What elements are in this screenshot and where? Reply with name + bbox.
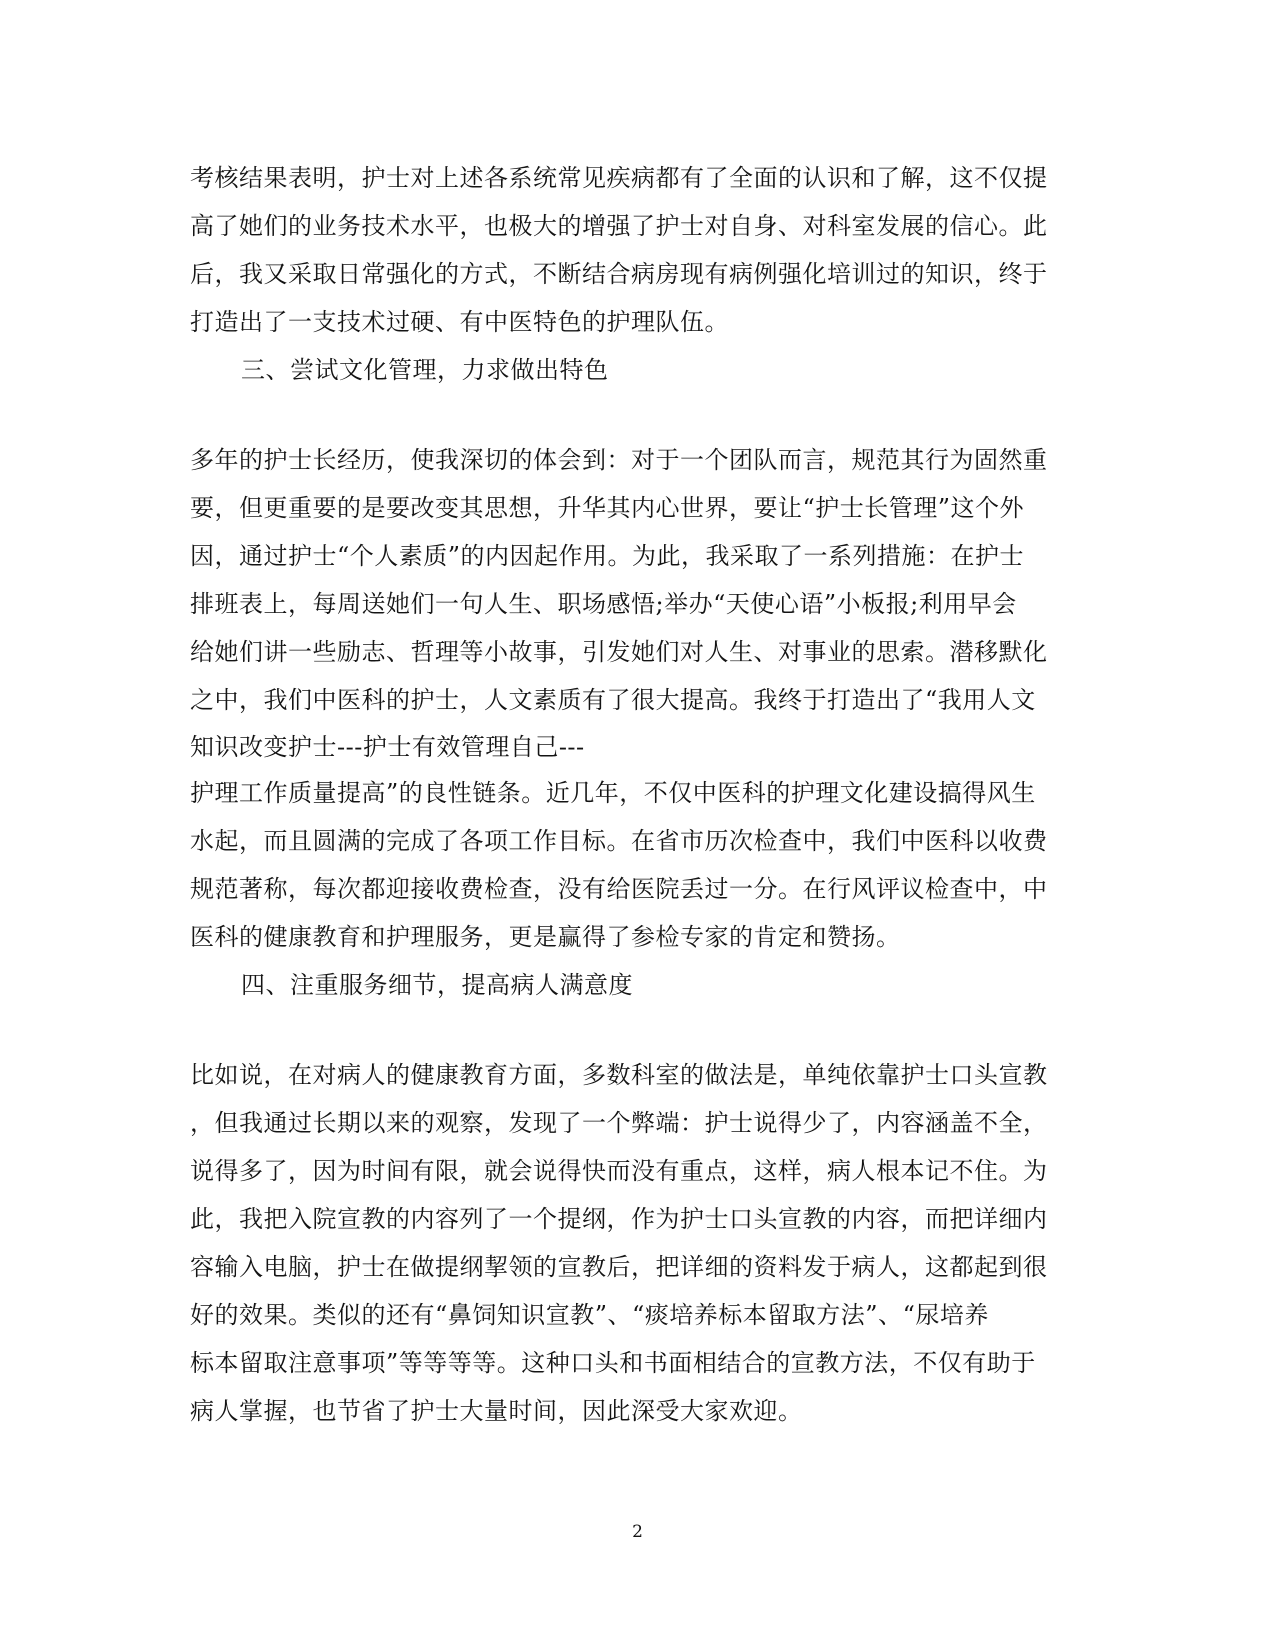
body-text-line: 打造出了一支技术过硬、有中医特色的护理队伍。 bbox=[190, 308, 729, 336]
body-text-line: 水起，而且圆满的完成了各项工作目标。在省市历次检查中，我们中医科以收费 bbox=[190, 827, 1048, 855]
body-text-line: 之中，我们中医科的护士，人文素质有了很大提高。我终于打造出了“我用人文 bbox=[190, 686, 1036, 714]
body-text-line: 多年的护士长经历，使我深切的体会到：对于一个团队而言，规范其行为固然重 bbox=[190, 446, 1048, 474]
body-text-line: 标本留取注意事项”等等等等。这种口头和书面相结合的宣教方法，不仅有助于 bbox=[190, 1349, 1036, 1377]
body-text-line: 说得多了，因为时间有限，就会说得快而没有重点，这样，病人根本记不住。为 bbox=[190, 1157, 1048, 1185]
body-text-line: 后，我又采取日常强化的方式，不断结合病房现有病例强化培训过的知识，终于 bbox=[190, 260, 1048, 288]
section-heading: 四、注重服务细节，提高病人满意度 bbox=[241, 971, 633, 999]
page-number: 2 bbox=[632, 1522, 643, 1542]
body-text-line: 好的效果。类似的还有“鼻饲知识宣教”、“痰培养标本留取方法”、“尿培养 bbox=[190, 1301, 989, 1329]
body-text-line: 护理工作质量提高”的良性链条。近几年，不仅中医科的护理文化建设搞得风生 bbox=[190, 779, 1036, 807]
body-text-line: 排班表上，每周送她们一句人生、职场感悟;举办“天使心语”小板报;利用早会 bbox=[190, 590, 1017, 618]
body-text-line: 高了她们的业务技术水平，也极大的增强了护士对自身、对科室发展的信心。此 bbox=[190, 212, 1048, 240]
body-text-line: 知识改变护士---护士有效管理自己--- bbox=[190, 733, 585, 761]
body-text-line: 此，我把入院宣教的内容列了一个提纲，作为护士口头宣教的内容，而把详细内 bbox=[190, 1205, 1048, 1233]
body-text-line: 比如说，在对病人的健康教育方面，多数科室的做法是，单纯依靠护士口头宣教 bbox=[190, 1061, 1048, 1089]
body-text-line: 要，但更重要的是要改变其思想，升华其内心世界，要让“护士长管理”这个外 bbox=[190, 494, 1025, 522]
body-text-line: 考核结果表明，护士对上述各系统常见疾病都有了全面的认识和了解，这不仅提 bbox=[190, 164, 1048, 192]
body-text-line: 病人掌握，也节省了护士大量时间，因此深受大家欢迎。 bbox=[190, 1397, 803, 1425]
body-text-line: 给她们讲一些励志、哲理等小故事，引发她们对人生、对事业的思索。潜移默化 bbox=[190, 638, 1048, 666]
body-text-line: 因，通过护士“个人素质”的内因起作用。为此，我采取了一系列措施：在护士 bbox=[190, 542, 1025, 570]
section-heading: 三、尝试文化管理，力求做出特色 bbox=[241, 356, 609, 384]
body-text-line: ，但我通过长期以来的观察，发现了一个弊端：护士说得少了，内容涵盖不全， bbox=[190, 1109, 1048, 1137]
body-text-line: 容输入电脑，护士在做提纲挈领的宣教后，把详细的资料发于病人，这都起到很 bbox=[190, 1253, 1048, 1281]
body-text-line: 规范著称，每次都迎接收费检查，没有给医院丢过一分。在行风评议检查中，中 bbox=[190, 875, 1048, 903]
body-text-line: 医科的健康教育和护理服务，更是赢得了参检专家的肯定和赞扬。 bbox=[190, 923, 901, 951]
